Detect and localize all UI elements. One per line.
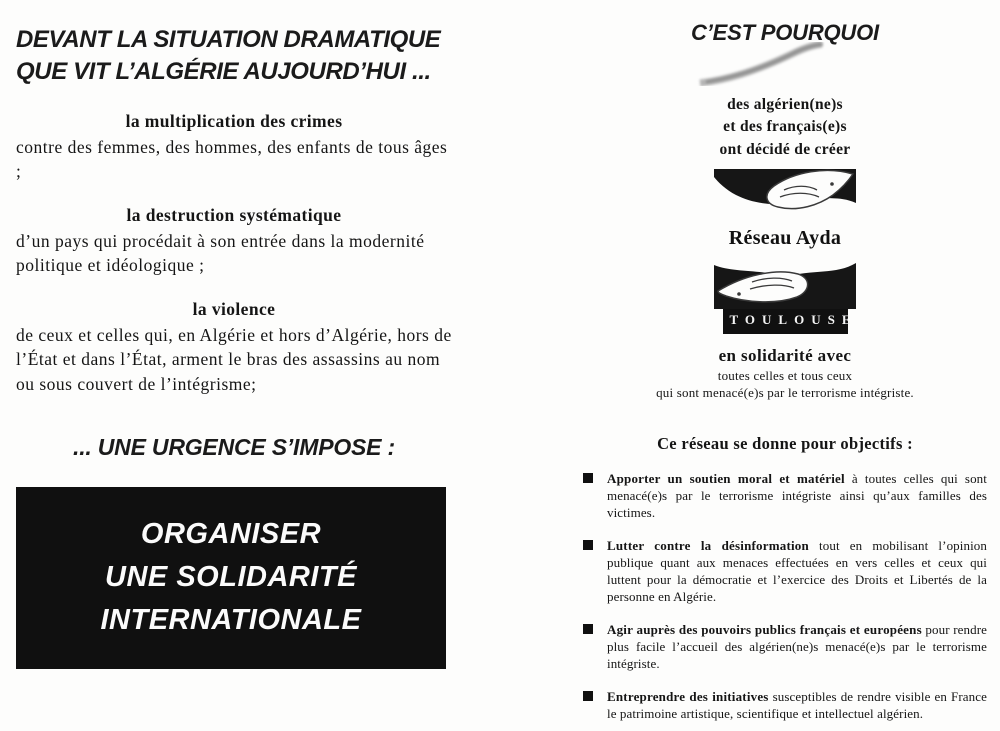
objective-lead: Apporter un soutien moral et matériel <box>607 471 845 487</box>
objective-rest: susceptibles de rendre visible en France le patrimoine artistique, scientifique et intellectuel algérien. <box>607 689 987 722</box>
intro-line1: des algérien(ne)s <box>727 96 843 113</box>
objectives-heading: Ce réseau se donne pour objectifs : <box>657 434 913 454</box>
objective-lead: Lutter contre la désinformation <box>607 538 809 554</box>
section-destruction <box>16 205 452 277</box>
left-column <box>16 24 452 669</box>
intro-line2: et des français(e)s <box>723 118 847 136</box>
logo-city-banner: TOULOUSE <box>723 306 848 334</box>
section-violence <box>16 299 452 395</box>
bullet-square-icon <box>583 691 593 701</box>
section-crimes-heading: la multiplication des crimes <box>125 110 343 131</box>
solidarity-line1: toutes celles et tous ceux <box>717 368 853 384</box>
banner-line1: ORGANISER <box>140 518 322 551</box>
solidarity-heading: en solidarité avec <box>718 346 852 366</box>
objective-item <box>583 621 987 672</box>
urgence-heading: ... UNE URGENCE S’IMPOSE : <box>73 433 395 460</box>
intro-line3: ont décidé de créer <box>719 140 851 158</box>
reseau-ayda-logo <box>714 169 856 334</box>
solidarity-line2: qui sont menacé(e)s par le terrorisme intégriste. <box>656 385 914 401</box>
objective-item <box>583 537 987 605</box>
section-violence-heading: la violence <box>192 299 276 320</box>
objective-lead: Agir auprès des pouvoirs publics français et européens <box>607 622 922 638</box>
objective-item <box>583 470 987 521</box>
objective-rest: tout en mobilisant l’opinion publique quant aux menaces effectuées en vers celles et ceux qui luttent pour la démocratie et l’exercice des Droits et Libertés de la personne en Algérie. <box>607 538 988 605</box>
banner-line3: INTERNATIONALE <box>100 604 362 637</box>
bullet-square-icon <box>583 540 593 550</box>
objective-item <box>583 688 987 722</box>
main-title-line1: DEVANT LA SITUATION DRAMATIQUE <box>16 26 441 53</box>
pourquoi-heading: C’EST POURQUOI <box>691 20 879 45</box>
right-column <box>583 20 987 731</box>
brush-swoosh-icon <box>692 42 862 86</box>
main-title-line2: QUE VIT L’ALGÉRIE AUJOURD’HUI ... <box>16 58 431 86</box>
section-violence-body: de ceux et celles qui, en Algérie et hors d’Algérie, hors de l’État et dans l’État, arment le bras des assassins au nom ou sous couvert de l’intégrisme; <box>16 325 452 394</box>
bullet-square-icon <box>583 624 593 634</box>
section-crimes <box>16 111 452 183</box>
logo-name: Réseau Ayda <box>728 227 842 250</box>
objective-lead: Entreprendre des initiatives <box>607 689 769 705</box>
bullet-square-icon <box>583 473 593 483</box>
banner-line2: UNE SOLIDARITÉ <box>105 561 357 594</box>
solidarity-subtext <box>583 368 987 402</box>
objective-rest: à toutes celles qui sont menacé(e)s par le terrorisme intégriste ainsi qu’aux familles des victimes. <box>607 471 987 521</box>
intro-lines <box>583 94 987 161</box>
section-destruction-body: d’un pays qui procédait à son entrée dans la modernité politique et idéologique ; <box>16 231 425 276</box>
main-title <box>16 24 452 89</box>
section-crimes-body: contre des femmes, des hommes, des enfants de tous âges ; <box>16 136 448 181</box>
objectives-list <box>583 470 987 722</box>
objective-rest: pour rendre plus facile l’accueil des algérien(ne)s menacé(e)s par le terrorisme intégriste. <box>607 622 988 672</box>
solidarity-banner <box>16 487 446 669</box>
section-destruction-heading: la destruction systématique <box>126 205 342 226</box>
